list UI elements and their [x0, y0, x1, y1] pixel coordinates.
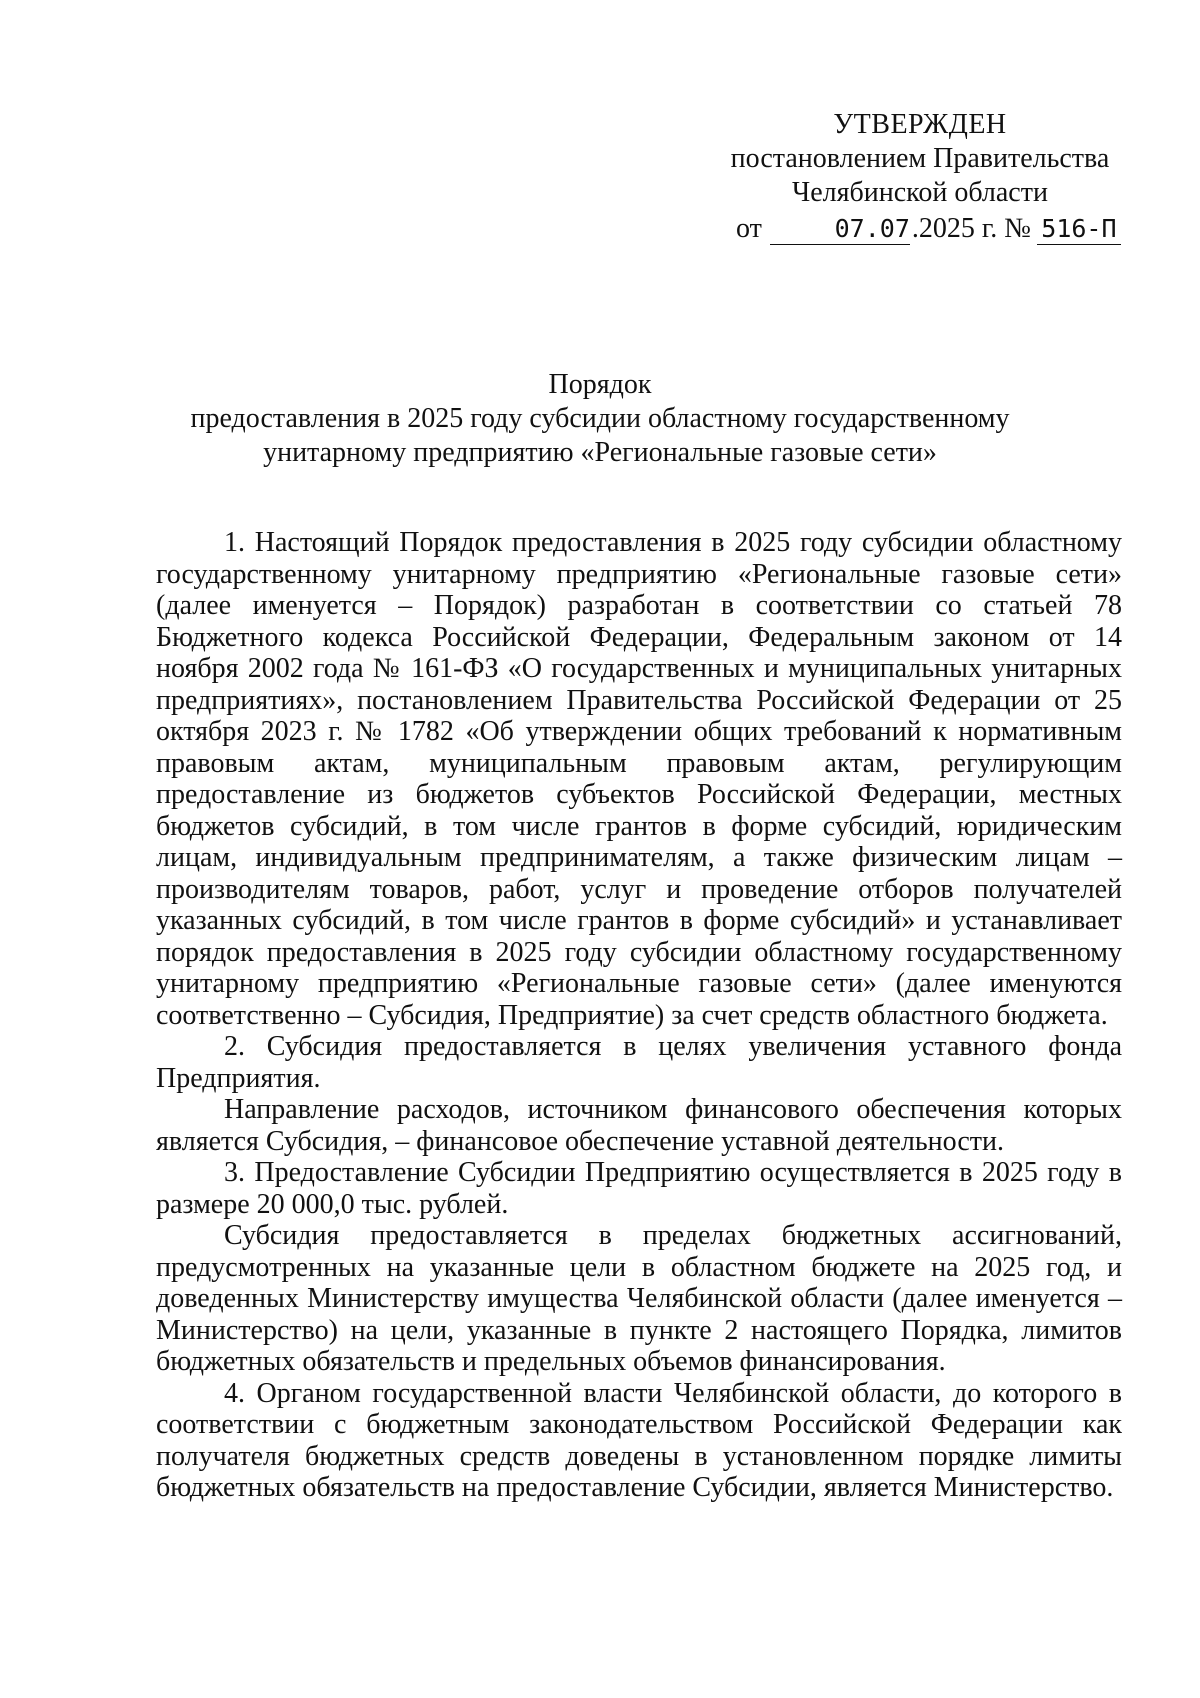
approval-stamp-block [720, 108, 1120, 246]
approval-date-suffix: .2025 г. № [911, 213, 1031, 244]
approval-date-value: 07.07 [770, 214, 910, 245]
approval-line-resolution: постановлением Правительства [730, 143, 1110, 174]
paragraph-3-continued: Субсидия предоставляется в пределах бюджетных ассигнований, предусмотренных на указанные цели в областном бюджете на 2025 год, и доведенных Министерству имущества Челябинской области (далее именуется – Министерство) на цели, указанные в пункте 2 настоящего Порядка, лимитов бюджетных обязательств и предельных объемов финансирования. [156, 1220, 1122, 1377]
title-line-3: унитарному предприятию «Региональные газовые сети» [263, 437, 937, 468]
paragraph-3: 3. Предоставление Субсидии Предприятию осуществляется в 2025 году в размере 20 000,0 тыс. рублей. [156, 1157, 1122, 1220]
approval-heading: УТВЕРЖДЕН [833, 109, 1007, 140]
title-line-1: Порядок [548, 369, 652, 400]
paragraph-4: 4. Органом государственной власти Челябинской области, до которого в соответствии с бюджетным законодательством Российской Федерации как получателя бюджетных средств доведены в установленном порядке лимиты бюджетных обязательств на предоставление Субсидии, является Министерство. [156, 1377, 1122, 1503]
approval-line-region: Челябинской области [792, 177, 1048, 208]
title-line-2: предоставления в 2025 году субсидии областному государственному [190, 403, 1010, 434]
paragraph-2: 2. Субсидия предоставляется в целях увеличения уставного фонда Предприятия. [156, 1031, 1122, 1094]
approval-date-line [720, 212, 1120, 246]
document-body [156, 527, 1122, 1504]
approval-date-prefix: от [736, 213, 762, 244]
document-title [150, 368, 1050, 470]
paragraph-2-continued: Направление расходов, источником финансового обеспечения которых является Субсидия, – финансовое обеспечение уставной деятельности. [156, 1094, 1122, 1157]
approval-number-value: 516-П [1037, 214, 1121, 245]
paragraph-1: 1. Настоящий Порядок предоставления в 2025 году субсидии областному государственному унитарному предприятию «Региональные газовые сети» (далее именуется – Порядок) разработан в соответствии со статьей 78 Бюджетного кодекса Российской Федерации, Федеральным законом от 14 ноября 2002 года № 161-ФЗ «О государственных и муниципальных унитарных предприятиях», постановлением Правительства Российской Федерации от 25 октября 2023 г. № 1782 «Об утверждении общих требований к нормативным правовым актам, муниципальным правовым актам, регулирующим предоставление из бюджетов субъектов Российской Федерации, местных бюджетов субсидий, в том числе грантов в форме субсидий, юридическим лицам, индивидуальным предпринимателям, а также физическим лицам – производителям товаров, работ, услуг и проведение отборов получателей указанных субсидий, в том числе грантов в форме субсидий» и устанавливает порядок предоставления в 2025 году субсидии областному государственному унитарному предприятию «Региональные газовые сети» (далее именуются соответственно – Субсидия, Предприятие) за счет средств областного бюджета. [156, 527, 1122, 1031]
